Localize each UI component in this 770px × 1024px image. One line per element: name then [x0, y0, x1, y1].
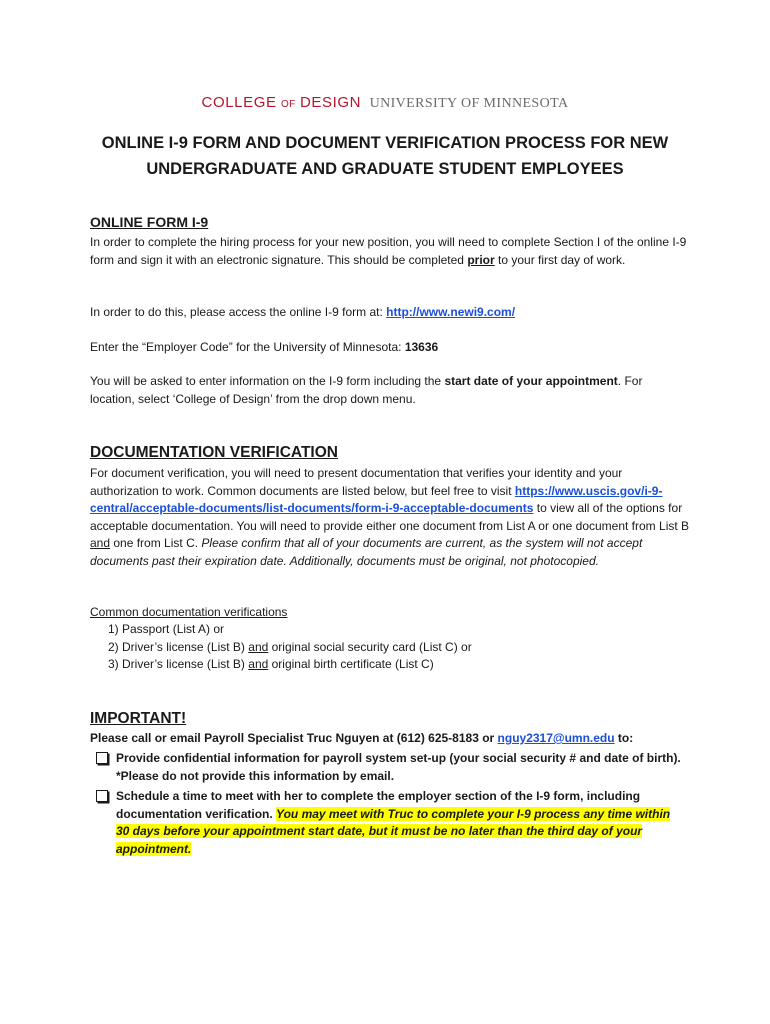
doc-verification-heading: DOCUMENTATION VERIFICATION [90, 444, 338, 461]
text: to: [614, 731, 634, 745]
text: You will be asked to enter information on the I-9 form including the [90, 374, 445, 388]
logo-design: DESIGN [300, 94, 362, 111]
text: . For location, select ‘College of Design’ from the drop down menu. [90, 374, 643, 406]
text: In order to complete the hiring process for your new position, you will need to complete Section I of the online I-9 form and sign it with an electronic signature. This should be completed [90, 235, 687, 267]
text: Provide confidential information for payroll system set-up (your social security # and date of birth). *Please do not provide this information by email. [116, 751, 681, 783]
checklist-item-confidential-info [116, 750, 686, 785]
highlighted-deadline-note: You may meet with Truc to complete your I-9 process any time within 30 days before your appointment start date, but it must be no later than the third day of your appointment. [116, 806, 671, 856]
text: For document verification, you will need to present documentation that verifies your identity and your authorization to work. Common documents are listed below, but feel free to visit [90, 466, 623, 498]
prior-emphasis: prior [467, 252, 495, 267]
doc-verification-paragraph [90, 465, 690, 570]
logo-of: OF [281, 99, 296, 110]
text: Schedule a time to meet with her to complete the employer section of the I-9 form, including documentation verification. [116, 789, 641, 821]
email-link[interactable]: nguy2317@umn.edu [497, 731, 615, 745]
uscis-link[interactable]: https://www.uscis.gov/i-9-central/acceptable-documents/list-documents/form-i-9-acceptable-documents [90, 483, 663, 515]
title-line-2: UNDERGRADUATE AND GRADUATE STUDENT EMPLOYEES [146, 160, 624, 178]
text: 3) Driver’s license (List B) [108, 657, 249, 671]
checkbox-icon [96, 752, 108, 764]
online-form-paragraph-2 [90, 304, 690, 322]
online-form-paragraph-4 [90, 373, 690, 408]
list-item [108, 639, 472, 657]
checkbox-icon [96, 790, 108, 802]
online-form-heading: ONLINE FORM I-9 [90, 214, 209, 230]
text: original social security card (List C) or [268, 640, 472, 654]
text: 1) Passport (List A) or [108, 622, 225, 636]
important-heading: IMPORTANT! [90, 710, 187, 727]
newi9-link[interactable]: http://www.newi9.com/ [386, 305, 516, 319]
text: to your first day of work. [494, 252, 626, 267]
title-line-1: ONLINE I-9 FORM AND DOCUMENT VERIFICATION PROCESS FOR NEW [101, 134, 669, 152]
text: In order to do this, please access the online I-9 form at: [90, 305, 387, 319]
college-of-design-logo [0, 94, 770, 112]
text: Enter the “Employer Code” for the University of Minnesota: [90, 340, 405, 354]
employer-code-paragraph [90, 339, 690, 357]
logo-college: COLLEGE [201, 94, 277, 111]
text: to view all of the options for acceptable documentation. You will need to provide either one document from List A or one document from List B [90, 501, 690, 533]
and-emphasis: and [248, 657, 269, 671]
employer-code: 13636 [404, 340, 439, 354]
important-intro [90, 730, 690, 748]
text: one from List C. [110, 536, 202, 550]
common-verifications-heading: Common documentation verifications [90, 605, 288, 619]
documents-notice: Please confirm that all of your documents are current, as the system will not accept documents past their expiration date. Additionally, documents must be original, not photocopied. [90, 536, 643, 568]
and-emphasis: and [248, 640, 269, 654]
text: original birth certificate (List C) [268, 657, 434, 671]
document-title [60, 130, 710, 182]
checklist-item-schedule-meeting [116, 788, 686, 858]
text: Please call or email Payroll Specialist Truc Nguyen at (612) 625-8183 or [90, 731, 498, 745]
start-date-emphasis: start date of your appointment [444, 374, 618, 388]
list-item [108, 656, 434, 674]
list-item [108, 621, 224, 639]
logo-university: UNIVERSITY OF MINNESOTA [369, 96, 569, 111]
text: 2) Driver’s license (List B) [108, 640, 249, 654]
and-emphasis: and [90, 536, 111, 550]
online-form-paragraph-1 [90, 234, 690, 269]
